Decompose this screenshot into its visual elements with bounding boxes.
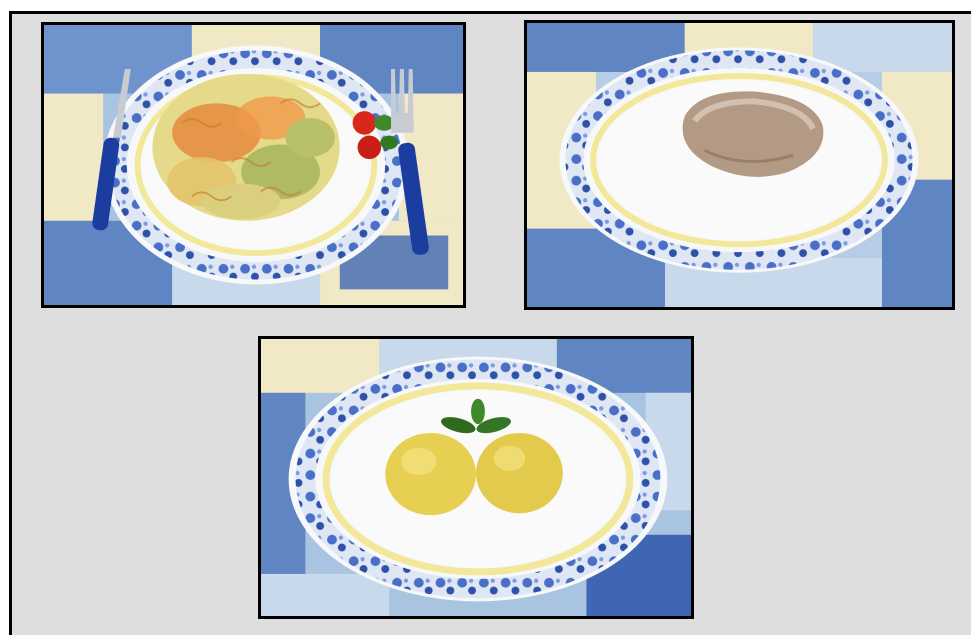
bread-plate-photo	[524, 20, 955, 310]
figure-frame	[9, 11, 971, 635]
potatoes-plate-image	[261, 339, 691, 616]
pasta-plate-photo	[41, 22, 466, 308]
bread-plate-image	[527, 23, 952, 307]
potatoes-plate-photo	[258, 336, 694, 619]
pasta-plate-image	[44, 25, 463, 305]
